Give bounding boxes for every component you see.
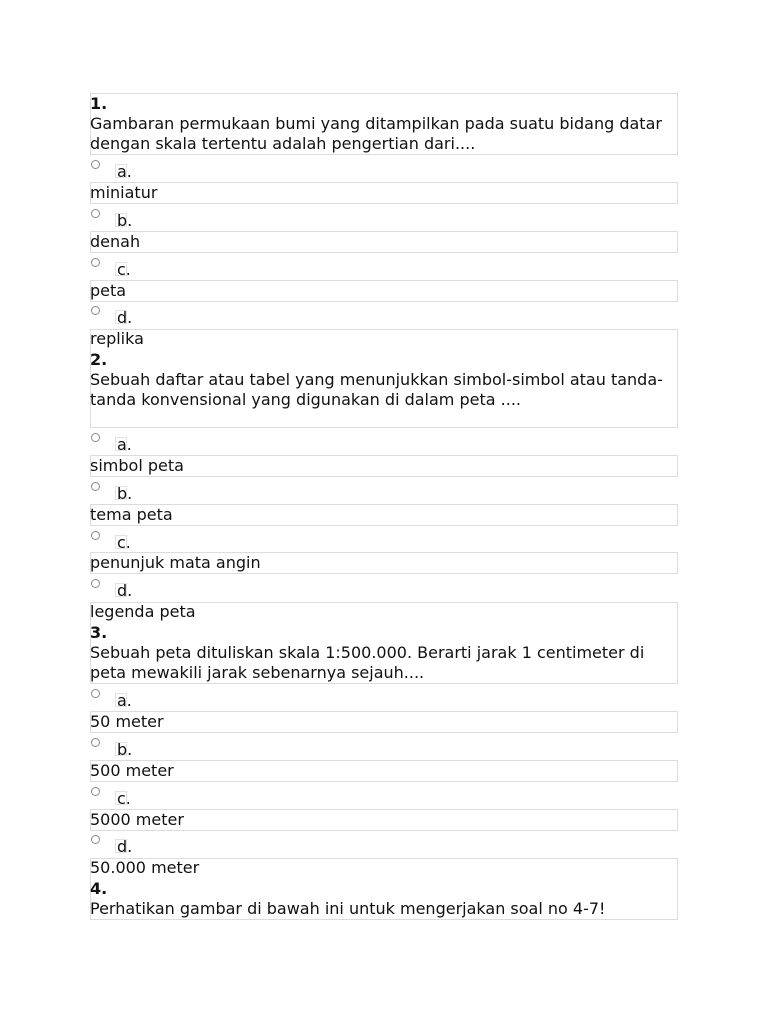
- option-letter: b.: [117, 484, 133, 503]
- option-text: denah: [90, 232, 141, 251]
- question-number: 2.: [90, 350, 108, 369]
- option-letter: c.: [117, 260, 131, 279]
- radio-button[interactable]: [91, 689, 100, 698]
- radio-button[interactable]: [91, 482, 100, 491]
- option-letter: d.: [117, 581, 133, 600]
- question-text: Gambaran permukaan bumi yang ditampilkan pada suatu bidang datar dengan skala tertentu adalah pengertian dari....: [90, 114, 662, 153]
- option-text: replika: [90, 329, 144, 348]
- question-number: 1.: [90, 94, 108, 113]
- option-text: 50.000 meter: [90, 858, 200, 877]
- question-number: 3.: [90, 623, 108, 642]
- option-letter: a.: [117, 162, 132, 181]
- radio-button[interactable]: [91, 531, 100, 540]
- radio-button[interactable]: [91, 787, 100, 796]
- option-text: 500 meter: [90, 761, 174, 780]
- option-letter: a.: [117, 691, 132, 710]
- option-letter: d.: [117, 308, 133, 327]
- option-text: tema peta: [90, 505, 173, 524]
- radio-button[interactable]: [91, 835, 100, 844]
- question-text: Perhatikan gambar di bawah ini untuk mengerjakan soal no 4-7!: [90, 899, 606, 918]
- option-letter: c.: [117, 533, 131, 552]
- option-letter: b.: [117, 740, 133, 759]
- option-text: penunjuk mata angin: [90, 553, 261, 572]
- option-text: miniatur: [90, 183, 158, 202]
- question-number: 4.: [90, 879, 108, 898]
- radio-button[interactable]: [91, 738, 100, 747]
- option-text: simbol peta: [90, 456, 184, 475]
- option-letter: b.: [117, 211, 133, 230]
- radio-button[interactable]: [91, 160, 100, 169]
- radio-button[interactable]: [91, 209, 100, 218]
- radio-button[interactable]: [91, 433, 100, 442]
- option-text: 5000 meter: [90, 810, 184, 829]
- option-letter: c.: [117, 789, 131, 808]
- question-text: Sebuah peta dituliskan skala 1:500.000. Berarti jarak 1 centimeter di peta mewakili jarak sebenarnya sejauh....: [90, 643, 645, 682]
- radio-button[interactable]: [91, 258, 100, 267]
- radio-button[interactable]: [91, 306, 100, 315]
- option-letter: a.: [117, 435, 132, 454]
- radio-button[interactable]: [91, 579, 100, 588]
- option-letter: d.: [117, 837, 133, 856]
- question-text: Sebuah daftar atau tabel yang menunjukkan simbol-simbol atau tanda-tanda konvensional yang digunakan di dalam peta ....: [90, 370, 663, 409]
- option-text: peta: [90, 281, 127, 300]
- option-text: 50 meter: [90, 712, 164, 731]
- option-text: legenda peta: [90, 602, 196, 621]
